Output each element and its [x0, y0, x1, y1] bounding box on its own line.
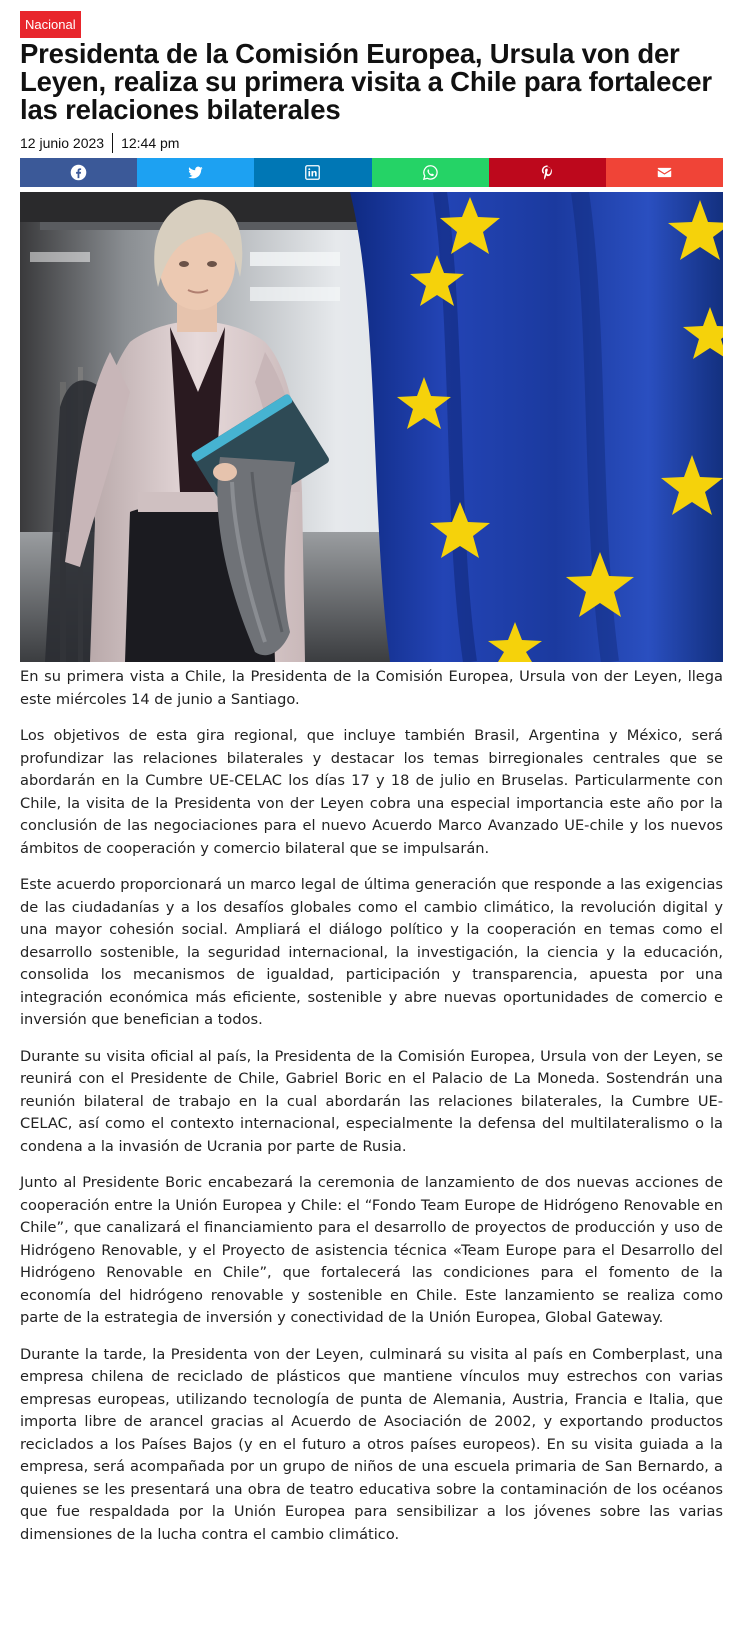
article-title: Presidenta de la Comisión Europea, Ursula von der Leyen, realiza su primera visita a Chile para fortalecer las relaciones bilaterales: [20, 38, 712, 125]
email-icon: [656, 164, 673, 181]
meta-divider: [112, 133, 113, 153]
article-date: 12 junio 2023: [20, 135, 105, 151]
article-paragraph: Durante la tarde, la Presidenta von der Leyen, culminará su visita al país en Comberplast, una empresa chilena de reciclado de plásticos que mantiene vínculos muy estrechos con varias empresas europeas, utilizando tecnología de punta de Alemania, Austria, Francia e Italia, que importa libre de arancel gracias al Acuerdo de Asociación de 2002, y exportando productos reciclados a los Países Bajos (y en el futuro a otros países europeos). En su visita guiada a la empresa, será acompañada por un grupo de niños de una escuela primaria de San Bernardo, a quienes se les presentará una obra de teatro educativa sobre la contaminación de los océanos que fue respaldada por la Unión Europea para sensibilizar a los jóvenes sobre las varias dimensiones de la lucha contra el cambio climático.: [20, 1345, 723, 1543]
linkedin-icon: [304, 164, 321, 181]
share-facebook-button[interactable]: [20, 158, 137, 187]
article-time: 12:44 pm: [121, 135, 180, 151]
share-whatsapp-button[interactable]: [372, 158, 489, 187]
share-bar: [20, 158, 723, 187]
article-paragraph: Junto al Presidente Boric encabezará la ceremonia de lanzamiento de dos nuevas acciones de cooperación entre la Unión Europea y Chile: el “Fondo Team Europe de Hidrógeno Renovable en Chile”, que canalizará el financiamiento para el desarrollo de proyectos de producción y uso de Hidrógeno Renovable, y el Proyecto de asistencia técnica «Team Europe para el Desarrollo del Hidrógeno Renovable en Chile”, que fortalecerá las condiciones para el fomento de la economía del hidrógeno renovable y sostenible en Chile. Este lanzamiento se realiza como parte de la estrategia de inversión y conectividad de la Unión Europea, Global Gateway.: [20, 1174, 723, 1326]
share-twitter-button[interactable]: [137, 158, 254, 187]
category-badge[interactable]: Nacional: [20, 11, 81, 38]
share-email-button[interactable]: [606, 158, 723, 187]
share-linkedin-button[interactable]: [254, 158, 371, 187]
article-body: [20, 666, 723, 1560]
article-meta: [20, 133, 179, 153]
article-paragraph: Los objetivos de esta gira regional, que incluye también Brasil, Argentina y México, será profundizar las relaciones bilaterales y destacar los temas birregionales centrales que se abordarán en la Cumbre UE-CELAC los días 17 y 18 de julio en Bruselas. Particularmente con Chile, la visita de la Presidenta von der Leyen cobra una especial importancia este año por la conclusión de las negociaciones para el nuevo Acuerdo Marco Avanzado UE-chile y los nuevos ámbitos de cooperación y comercio bilateral que se impulsarán.: [20, 727, 723, 857]
twitter-icon: [187, 164, 204, 181]
article-paragraph: Este acuerdo proporcionará un marco legal de última generación que responde a las exigencias de las ciudadanías y a los desafíos globales como el cambio climático, la revolución digital y una mayor cohesión social. Ampliará el diálogo político y la cooperación en temas como el desarrollo sostenible, la seguridad internacional, la investigación, la ciencia y la educación, consolida los mecanismos de igualdad, participación y transparencia, apuesta por una integración económica más eficiente, sostenible y abre nuevas oportunidades de comercio e inversión que benefician a todos.: [20, 876, 723, 1028]
facebook-icon: [70, 164, 87, 181]
article-photo: [20, 192, 723, 662]
article-paragraph: Durante su visita oficial al país, la Presidenta de la Comisión Europea, Ursula von der Leyen, se reunirá con el Presidente de Chile, Gabriel Boric en el Palacio de La Moneda. Sostendrán una reunión bilateral de trabajo en la cual abordarán las relaciones bilaterales, la Cumbre UE-CELAC, así como el contexto internacional, especialmente la defensa del multilateralismo o la condena a la invasión de Ucrania por parte de Rusia.: [20, 1047, 723, 1155]
pinterest-icon: [539, 164, 556, 181]
whatsapp-icon: [422, 164, 439, 181]
share-pinterest-button[interactable]: [489, 158, 606, 187]
article-paragraph: En su primera vista a Chile, la Presidenta de la Comisión Europea, Ursula von der Leyen, llega este miércoles 14 de junio a Santiago.: [20, 668, 723, 708]
article-photo-illustration: [20, 192, 723, 662]
